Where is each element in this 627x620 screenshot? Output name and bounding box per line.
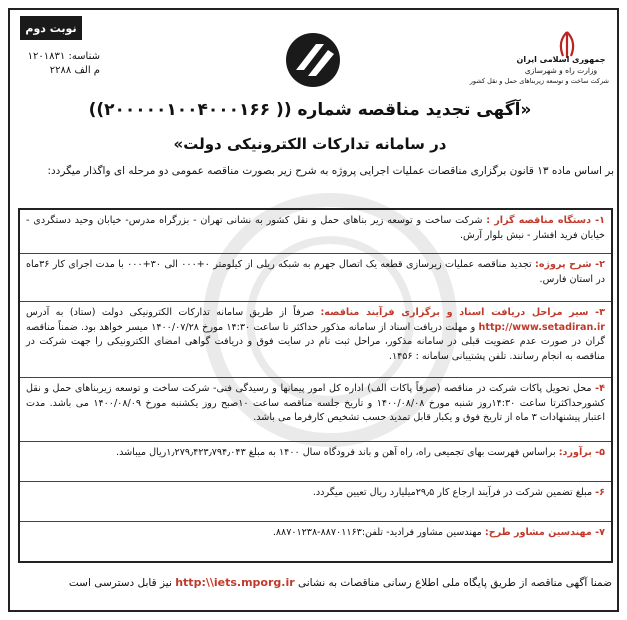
footer-text-a: ضمنا آگهی مناقصه از طریق پایگاه ملی اطلاع رسانی مناقصات به نشانی	[294, 577, 612, 589]
footer-note	[22, 576, 612, 589]
ad-title-line2: در سامانه تدارکات الکترونیکی دولت»	[173, 135, 447, 153]
setadiran-link[interactable]: http://www.setadiran.ir	[478, 321, 605, 333]
mim-alef: م الف ۲۲۸۸	[49, 65, 100, 76]
intro-paragraph: بر اساس ماده ۱۳ قانون برگزاری مناقصات عملیات اجرایی پروژه به شرح زیر بصورت مناقصه عمومی دو مرحله ای واگذار میگردد:	[47, 165, 614, 177]
ministry-line1: وزارت راه و شهرسازی	[524, 66, 598, 75]
item-6	[20, 482, 611, 522]
item-3-text-a: صرفاً از طریق سامانه تدارکات الکترونیکی دولت (ستاد) به آدرس	[26, 307, 321, 318]
item-5-label: ۵- برآورد:	[558, 447, 605, 458]
item-4-text: محل تحویل پاکات شرکت در مناقصه (صرفاً پاکات الف) اداره کل امور پیمانها و رسیدگی فنی- شرکت ساخت و توسعه زیربناهای حمل و نقل کشورحداکثرتا ساعت ۱۴:۳۰روز شنبه مورخ ۱۴۰۰/۰۸/۰۸ و تاریخ جلسه مناقصه ساعت ۱۰صبح روز یکشنبه مورخ ۱۴۰۰/۰۸/۰۹ می باشد. مدت اعتبار پیشنهادات ۳ ماه از تاریخ فوق و یکبار قابل تمدید حسب تشخیص کارفرما می باشد.	[26, 383, 605, 423]
ad-meta	[20, 50, 100, 78]
second-round-badge: نوبت دوم	[20, 16, 82, 40]
ad-title-line1: «آگهی تجدید مناقصه شماره (( ۲۰۰۰۰۰۱۰۰۴۰۰۰۱۶۶))	[88, 100, 532, 120]
shenaseh: شناسه: ۱۲۰۱۸۳۱	[27, 51, 100, 62]
item-3-label: ۳- سیر مراحل دریافت اسناد و برگزاری فرآیند مناقصه:	[320, 307, 605, 318]
item-2-label: ۲- شرح پروژه:	[534, 259, 605, 270]
item-7	[20, 522, 611, 561]
item-6-label: ۶-	[595, 487, 605, 498]
item-3	[20, 302, 611, 378]
item-5	[20, 442, 611, 482]
item-7-text: مهندسین مشاور فرادید- تلفن:۸۸۷۰۱۱۶۳-۸۸۷۰۱۲۳۸.	[272, 527, 485, 538]
details-table	[18, 208, 613, 563]
item-3-text-b: و مهلت دریافت اسناد از سامانه مذکور حداکثر تا ساعت ۱۴:۳۰ مورخ ۱۴۰۰/۰۷/۲۸ میسر خواهد بود. ضمناً مناقصه گران در صورت عدم عضویت قبلی در سامانه مذکور، مراحل ثبت نام در سایت فوق و دریافت گواهی امضای الکترونیکی را جهت شرکت در مناقصه به انجام رسانند. تلفن پشتیبانی سامانه : ۱۴۵۶.	[26, 321, 605, 362]
item-6-text: مبلغ تضمین شرکت در فرآیند ارجاع کار ۲۹٫۵میلیارد ریال تعیین میگردد.	[312, 487, 596, 498]
item-2-text: تجدید مناقصه عملیات زیرسازی قطعه یک اتصال جهرم به شبکه ریلی از کیلومتر ۰+۰۰۰ الی ۳۰+۰۰۰ با مدت اجرای کار ۳۶ماه در استان فارس.	[26, 259, 605, 285]
item-4	[20, 378, 611, 442]
item-5-text: براساس فهرست بهای تجمیعی راه، راه آهن و باند فرودگاه سال ۱۴۰۰ به مبلغ ۱٫۲۷۹٫۴۲۳٫۷۹۴٫۰۴۳ریال میباشد.	[116, 447, 559, 458]
item-1-label: ۱- دستگاه مناقصه گزار :	[486, 215, 606, 226]
item-1	[20, 210, 611, 254]
emblem-text: جمهوری اسلامی ایران	[516, 55, 606, 64]
item-4-label: ۴-	[595, 383, 605, 394]
iets-link[interactable]: http:\\iets.mporg.ir	[175, 576, 295, 589]
ad-page	[8, 8, 619, 612]
footer-text-b: نیز قابل دسترسی است	[68, 577, 176, 589]
item-2	[20, 254, 611, 302]
company-logo-icon	[278, 30, 348, 90]
item-7-label: ۷- مهندسین مشاور طرح:	[484, 527, 605, 538]
ministry-block	[469, 54, 609, 87]
ministry-line2: شرکت ساخت و توسعه زیربناهای حمل و نقل کشور	[469, 77, 609, 85]
item-1-text: شرکت ساخت و توسعه زیر بناهای حمل و نقل کشور به نشانی تهران - بزرگراه مدرس- خیابان وحید دستگردی - خیابان فرید افشار - نبش بلوار آرش.	[26, 215, 605, 241]
